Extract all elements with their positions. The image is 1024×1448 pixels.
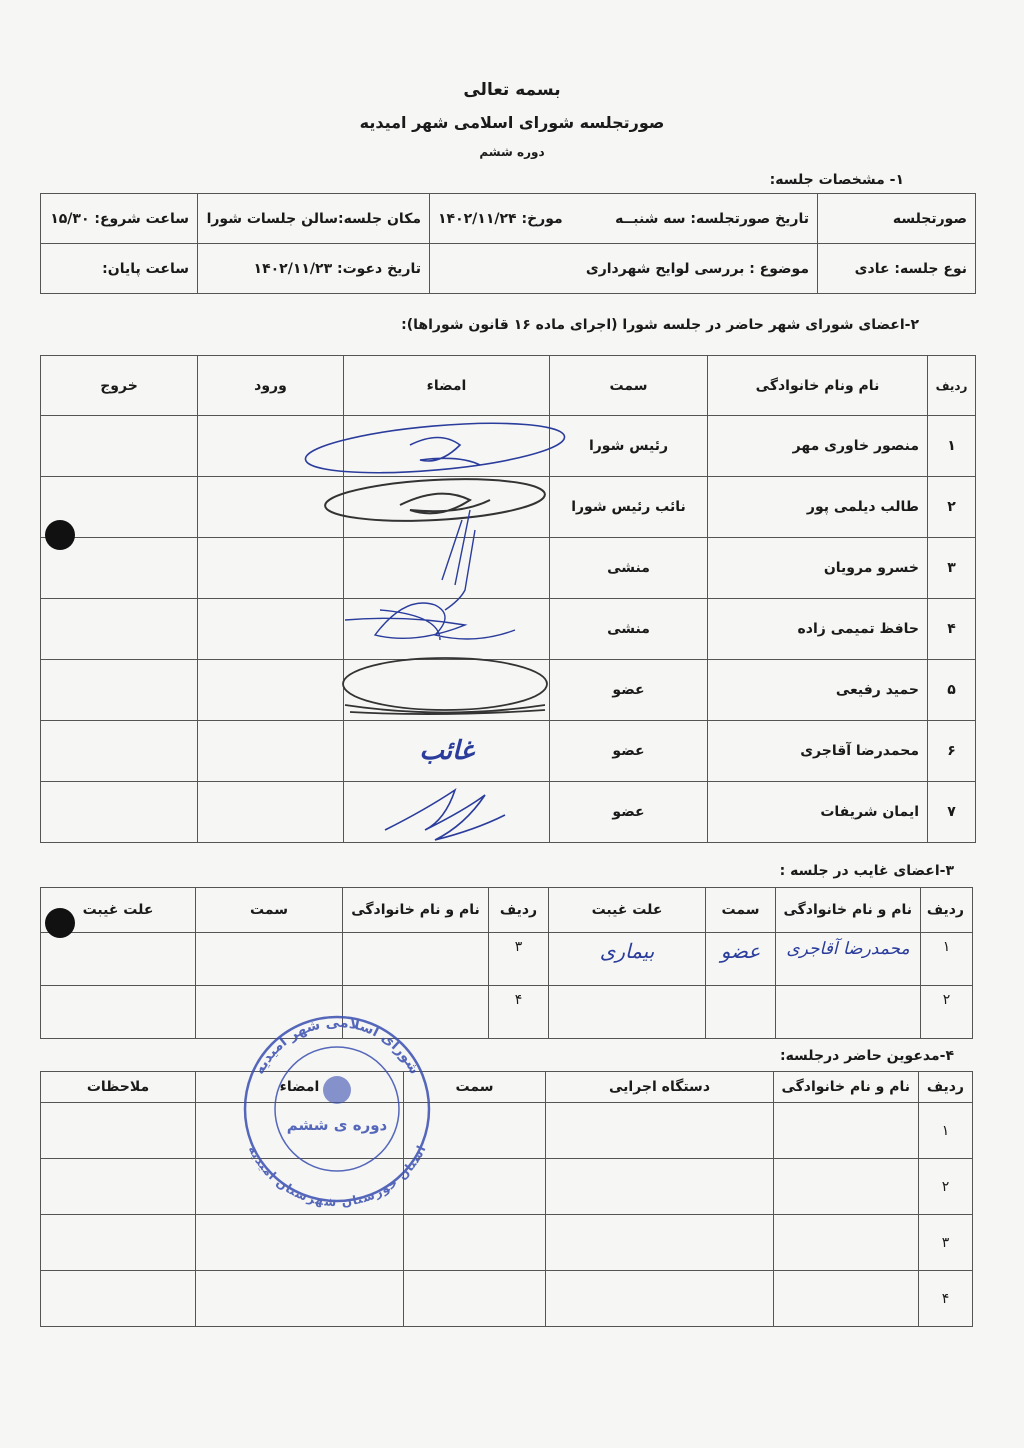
row-no: ۴ <box>928 599 976 660</box>
header-signature: امضاء <box>344 356 550 416</box>
session-type: نوع جلسه: عادی <box>818 244 976 294</box>
table-row <box>41 538 976 599</box>
table-row <box>41 477 976 538</box>
member-role: عضو <box>550 782 708 843</box>
member-name: خسرو مرویان <box>708 538 928 599</box>
session-day: تاریخ صورتجلسه: سه شنبــه <box>615 210 809 227</box>
entry-cell <box>198 660 344 721</box>
absent-reason: بیماری <box>549 933 706 986</box>
header-notes: ملاحظات <box>41 1072 196 1103</box>
session-label: صورتجلسه <box>818 194 976 244</box>
row-no: ۲ <box>928 477 976 538</box>
svg-text:شورای اسلامی شهر امیدیه: شورای اسلامی شهر امیدیه <box>251 1014 423 1078</box>
absent-handwritten: غائب <box>419 736 474 766</box>
member-name: ایمان شریفات <box>708 782 928 843</box>
punch-hole <box>45 520 75 550</box>
header-signature: امضاء <box>196 1072 404 1103</box>
row-no: ۱ <box>921 933 973 986</box>
section2-label: ۲-اعضای شورای شهر حاضر در جلسه شورا (اجرای ماده ۱۶ قانون شوراها): <box>401 317 919 333</box>
period: دوره ششم <box>479 145 545 159</box>
member-role: عضو <box>550 721 708 782</box>
entry-cell <box>198 416 344 477</box>
header-reason: علت غیبت <box>41 888 196 933</box>
row-no: ۳ <box>928 538 976 599</box>
row-no: ۶ <box>928 721 976 782</box>
header-exit: خروج <box>41 356 198 416</box>
svg-text:استان خوزستان شهرستان امیدیه: استان خوزستان شهرستان امیدیه <box>245 1143 429 1210</box>
absent-role <box>196 986 343 1039</box>
present-members-table <box>40 355 976 843</box>
header-role: سمت <box>550 356 708 416</box>
entry-cell <box>198 782 344 843</box>
absent-name: محمدرضا آقاجری <box>776 933 921 986</box>
row-no: ۱ <box>919 1103 973 1159</box>
member-name: منصور خاوری مهر <box>708 416 928 477</box>
member-role: منشی <box>550 538 708 599</box>
table-row <box>41 1215 973 1271</box>
signature-cell <box>344 721 550 782</box>
table-row <box>41 599 976 660</box>
invitees-table <box>40 1071 973 1327</box>
member-name: حمید رفیعی <box>708 660 928 721</box>
invitation-date: تاریخ دعوت: ۱۴۰۲/۱۱/۲۳ <box>198 244 430 294</box>
start-time: ساعت شروع: ۱۵/۳۰ <box>41 194 198 244</box>
absent-reason <box>41 933 196 986</box>
absent-role: عضو <box>706 933 776 986</box>
member-role: نائب رئیس شورا <box>550 477 708 538</box>
member-name: حافظ تمیمی زاده <box>708 599 928 660</box>
row-no: ۴ <box>919 1271 973 1327</box>
entry-cell <box>198 477 344 538</box>
absent-name <box>343 986 489 1039</box>
absent-role <box>706 986 776 1039</box>
entry-cell <box>198 599 344 660</box>
row-no: ۴ <box>489 986 549 1039</box>
exit-cell <box>41 599 198 660</box>
signature-cell <box>344 477 550 538</box>
end-time: ساعت پایان: <box>41 244 198 294</box>
signature-cell <box>344 416 550 477</box>
exit-cell <box>41 416 198 477</box>
signature-cell <box>344 782 550 843</box>
row-no: ۷ <box>928 782 976 843</box>
row-no: ۲ <box>919 1159 973 1215</box>
header-reason: علت غیبت <box>549 888 706 933</box>
header-row-no: ردیف <box>928 356 976 416</box>
member-role: عضو <box>550 660 708 721</box>
signature-cell <box>344 599 550 660</box>
header-name: نام و نام خانوادگی <box>774 1072 919 1103</box>
basmala: بسمه تعالی <box>463 80 561 100</box>
table-row <box>41 1271 973 1327</box>
table-row <box>41 1159 973 1215</box>
table-row <box>41 1103 973 1159</box>
header-name: نام ونام خانوادگی <box>708 356 928 416</box>
row-no: ۱ <box>928 416 976 477</box>
session-place: مکان جلسه:سالن جلسات شورا <box>198 194 430 244</box>
member-name: محمدرضا آقاجری <box>708 721 928 782</box>
header-role: سمت <box>706 888 776 933</box>
header-role: سمت <box>404 1072 546 1103</box>
section4-label: ۴-مدعوین حاضر درجلسه: <box>779 1048 954 1064</box>
row-no: ۲ <box>921 986 973 1039</box>
absent-reason <box>41 986 196 1039</box>
session-subject: موضوع : بررسی لوایح شهرداری <box>430 244 818 294</box>
exit-cell <box>41 721 198 782</box>
exit-cell <box>41 660 198 721</box>
header-row-no: ردیف <box>921 888 973 933</box>
signature-cell <box>344 660 550 721</box>
entry-cell <box>198 721 344 782</box>
header-organization: دستگاه اجرایی <box>546 1072 774 1103</box>
member-name: طالب دیلمی پور <box>708 477 928 538</box>
section1-label: ۱- مشخصات جلسه: <box>769 172 904 188</box>
absent-members-table <box>40 887 973 1039</box>
table-row <box>41 933 973 986</box>
table-row <box>41 721 976 782</box>
row-no: ۵ <box>928 660 976 721</box>
member-role: رئیس شورا <box>550 416 708 477</box>
member-role: منشی <box>550 599 708 660</box>
header-row-no: ردیف <box>919 1072 973 1103</box>
header-role: سمت <box>196 888 343 933</box>
absent-name <box>776 986 921 1039</box>
absent-reason <box>549 986 706 1039</box>
session-details-table <box>40 193 976 294</box>
absent-name <box>343 933 489 986</box>
table-row <box>41 660 976 721</box>
header-row-no: ردیف <box>489 888 549 933</box>
table-row <box>41 416 976 477</box>
header-name: نام و نام خانوادگی <box>343 888 489 933</box>
header-entry: ورود <box>198 356 344 416</box>
document-title: صورتجلسه شورای اسلامی شهر امیدیه <box>359 113 665 132</box>
table-row <box>41 986 973 1039</box>
absent-role <box>196 933 343 986</box>
section3-label: ۳-اعضای غایب در جلسه : <box>779 863 954 879</box>
session-date: مورخ: ۱۴۰۲/۱۱/۲۴ <box>438 210 563 227</box>
table-row <box>41 782 976 843</box>
row-no: ۳ <box>919 1215 973 1271</box>
signature-cell <box>344 538 550 599</box>
entry-cell <box>198 538 344 599</box>
row-no: ۳ <box>489 933 549 986</box>
session-date-cell <box>430 194 818 244</box>
svg-text:دوره ی ششم: دوره ی ششم <box>286 1116 388 1134</box>
exit-cell <box>41 782 198 843</box>
header-name: نام و نام خانوادگی <box>776 888 921 933</box>
punch-hole <box>45 908 75 938</box>
